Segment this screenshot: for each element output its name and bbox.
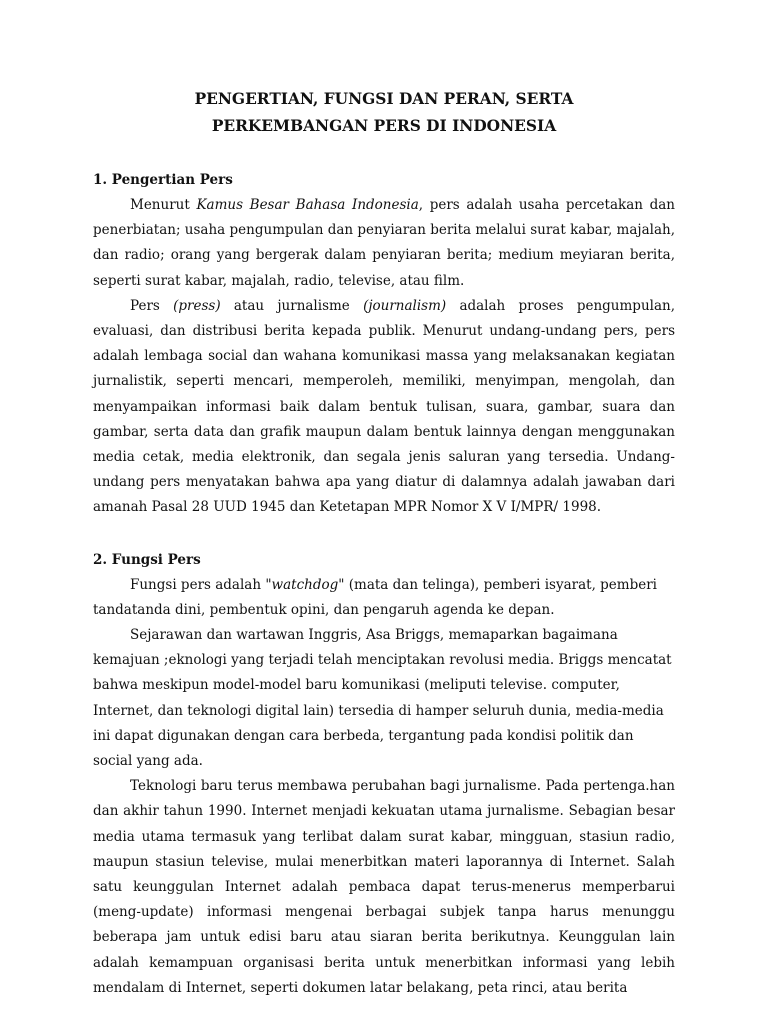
paragraph-kbbi-definition: Menurut Kamus Besar Bahasa Indonesia, pers adalah usaha percetakan dan penerbiatan; usaha pengumpulan dan penyiaran berita melalui surat kabar, majalah, dan radio; orang yang bergerak dalam penyiaran berita; medium meyiaran berita, seperti surat kabar, majalah, radio, televise, atau film. xyxy=(93,197,675,289)
title-line-2: PERKEMBANGAN PERS DI INDONESIA xyxy=(211,117,557,135)
section-heading-pengertian: 1. Pengertian Pers xyxy=(93,172,233,188)
paragraph-fungsi-watchdog: Fungsi pers adalah "watchdog" (mata dan telinga), pemberi isyarat, pemberi tandatanda dini, pembentuk opini, dan pengaruh agenda ke depan. xyxy=(93,576,657,618)
paragraph-teknologi-baru: Teknologi baru terus membawa perubahan bagi jurnalisme. Pada pertenga.han dan akhir tahun 1990. Internet menjadi kekuatan utama jurnalisme. Sebagian besar media utama termasuk yang terlibat dalam surat kabar, mingguan, stasiun radio, maupun stasiun televise, mulai menerbitkan materi laporannya di Internet. Salah satu keunggulan Internet adalah pembaca dapat terus-menerus memperbarui (meng-update) informasi mengenai berbagai subjek tanpa harus menunggu beberapa jam untuk edisi baru atau siaran berita berikutnya. Keunggulan lain adalah kemampuan organisasi berita untuk menerbitkan informasi yang lebih mendalam di Internet, seperti dokumen latar belakang, peta rinci, atau berita xyxy=(93,778,675,996)
document-page xyxy=(93,86,675,1001)
paragraph-pers-definition: Pers (press) atau jurnalisme (journalism) adalah proses pengumpulan, evaluasi, dan distribusi berita kepada publik. Menurut undang-undang pers, pers adalah lembaga social dan wahana komunikasi massa yang melaksanakan kegiatan jurnalistik, seperti mencari, memperoleh, memiliki, menyimpan, mengolah, dan menyampaikan informasi baik dalam bentuk tulisan, suara, gambar, suara dan gambar, serta data dan grafik maupun dalam bentuk lainnya dengan menggunakan media cetak, media elektronik, dan segala jenis saluran yang tersedia. Undang-undang pers menyatakan bahwa apa yang diatur di dalamnya adalah jawaban dari amanah Pasal 28 UUD 1945 dan Ketetapan MPR Nomor X V I/MPR/ 1998. xyxy=(93,297,675,516)
title-line-1: PENGERTIAN, FUNGSI DAN PERAN, SERTA xyxy=(194,90,574,108)
section-heading-fungsi: 2. Fungsi Pers xyxy=(93,551,201,568)
paragraph-asa-briggs: Sejarawan dan wartawan Inggris, Asa Briggs, memaparkan bagaimana kemajuan ;eknologi yang terjadi telah menciptakan revolusi media. Briggs mencatat bahwa meskipun model-model baru komunikasi (meliputi televise. computer, Internet, dan teknologi digital lain) tersedia di hamper seluruh dunia, media-media ini dapat digunakan dengan cara berbeda, tergantung pada kondisi politik dan social yang ada. xyxy=(93,627,672,770)
document-title xyxy=(93,86,675,140)
